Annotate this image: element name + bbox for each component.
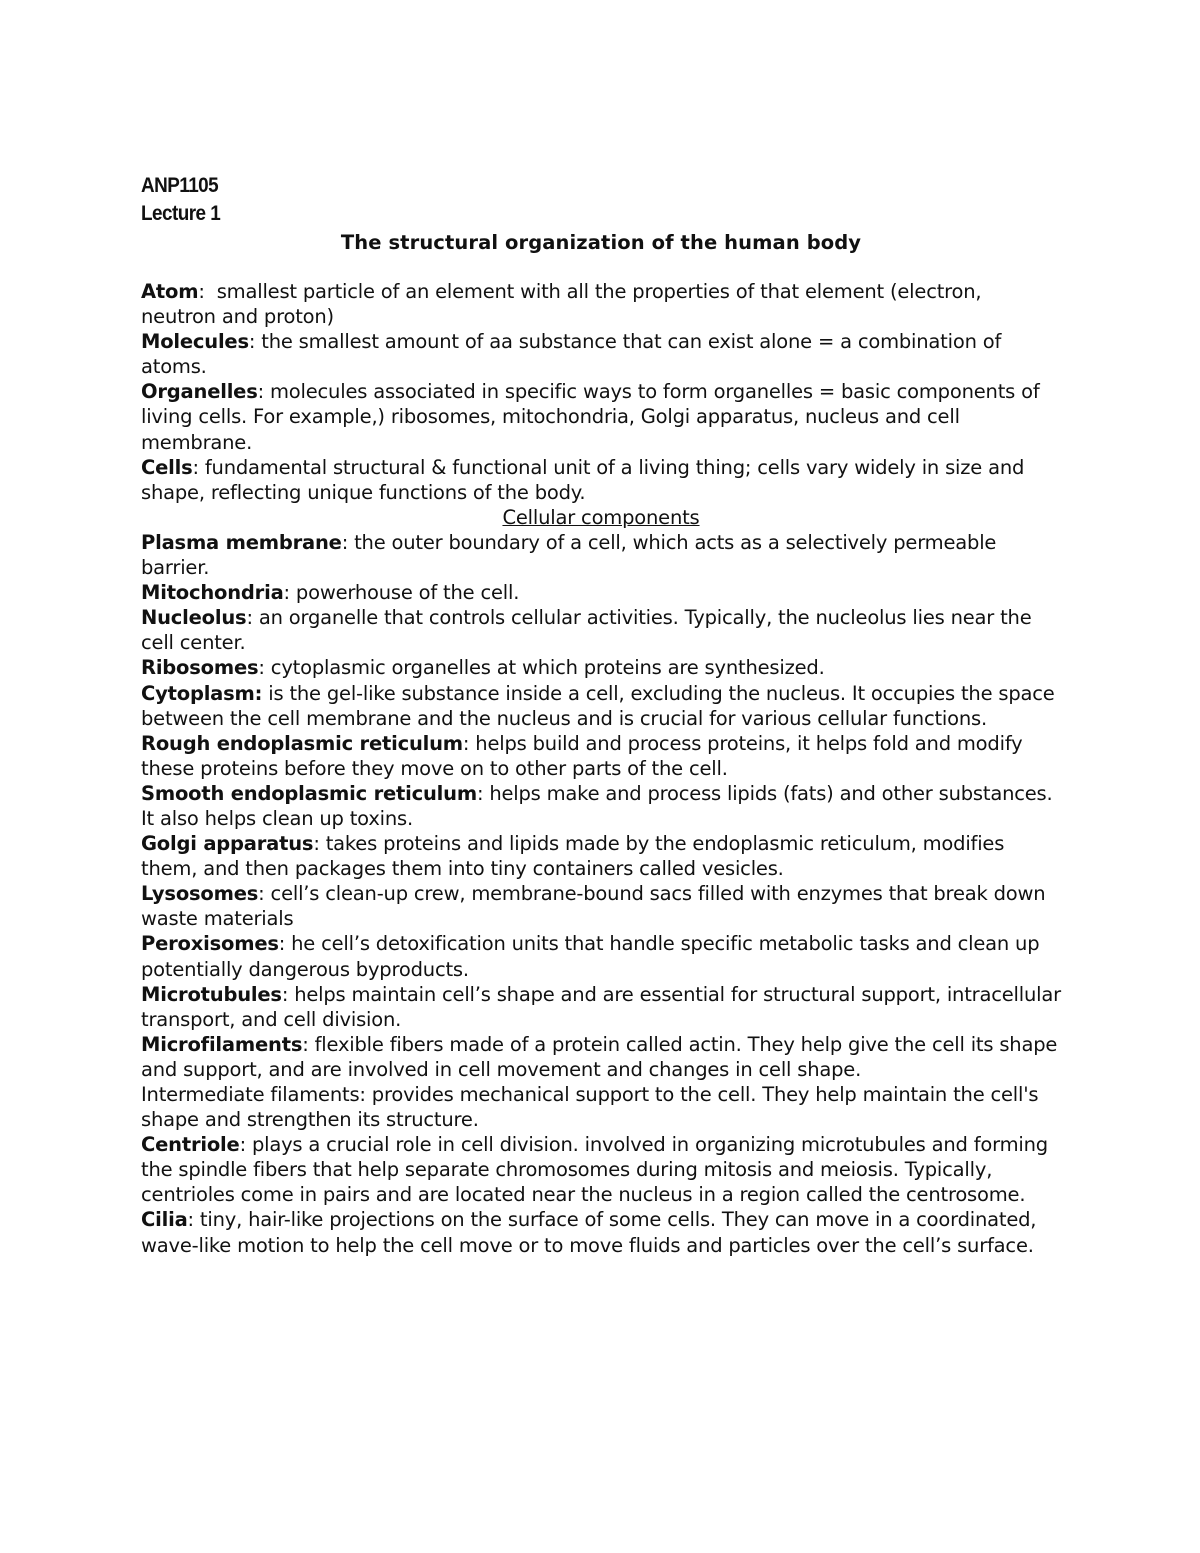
definition-text: the smallest amount of aa substance that can exist alone = a combination of atoms. <box>141 330 1002 379</box>
definition-term: Centriole <box>141 1133 240 1157</box>
definition-text: an organelle that controls cellular activities. Typically, the nucleolus lies near the cell center. <box>141 606 1032 655</box>
definition-separator: : <box>341 530 355 554</box>
definition-term: Atom <box>141 280 199 303</box>
definition-separator: : <box>278 932 292 956</box>
document-body <box>141 279 1061 1258</box>
definition-term: Molecules <box>141 330 249 354</box>
definition-separator: : <box>283 581 296 605</box>
definition-separator: : <box>192 455 205 479</box>
definition-entry <box>141 931 1061 981</box>
component-definitions <box>141 530 1061 1258</box>
definition-separator: : <box>248 330 262 354</box>
definition-entry <box>141 329 1061 379</box>
definition-entry <box>141 731 1061 781</box>
definition-separator: : <box>462 731 476 755</box>
definition-term: Nucleolus <box>141 606 247 630</box>
definition-text: fundamental structural & functional unit of a living thing; cells vary widely in size and shape, reflecting unique functions of the body. <box>141 455 1025 504</box>
definition-text: flexible fibers made of a protein called actin. They help give the cell its shape and support, and are involved in cell movement and changes in cell shape. <box>141 1032 1058 1081</box>
definition-term: Ribosomes <box>141 656 259 680</box>
definition-entry <box>141 781 1061 831</box>
definition-entry <box>141 605 1061 655</box>
definition-term: Peroxisomes <box>141 932 279 956</box>
definition-entry <box>141 1032 1061 1082</box>
definition-entry <box>141 831 1061 881</box>
definition-entry <box>141 580 1061 605</box>
definition-term: Lysosomes <box>141 882 259 906</box>
section-subheading: Cellular components <box>502 505 700 529</box>
definition-term: Cells <box>141 455 193 479</box>
course-code: ANP1105 <box>141 174 219 197</box>
definition-separator: : <box>198 280 217 303</box>
definition-text: smallest particle of an element with all the properties of that element (electron, neutron and proton) <box>141 280 982 329</box>
definition-text: powerhouse of the cell. <box>295 581 520 605</box>
definition-entry <box>141 1132 1061 1207</box>
definition-separator: : <box>246 606 259 630</box>
definition-separator: : <box>239 1133 252 1157</box>
definition-entry <box>141 655 1061 680</box>
definition-entry <box>141 279 1061 329</box>
definition-text: cytoplasmic organelles at which proteins are synthesized. <box>270 656 825 680</box>
definition-entry <box>141 881 1061 931</box>
definition-term: Cytoplasm: <box>141 681 263 705</box>
definition-text: molecules associated in specific ways to form organelles = basic components of living cells. For example,) ribosomes, mitochondria, Golgi apparatus, nucleus and cell membrane. <box>141 380 1040 454</box>
definition-separator: : <box>187 1208 200 1232</box>
definition-separator: : <box>257 380 270 404</box>
definition-entry <box>141 530 1061 580</box>
definition-separator: : <box>281 982 295 1006</box>
page-title: The structural organization of the human body <box>340 231 862 254</box>
definition-text: is the gel-like substance inside a cell, excluding the nucleus. It occupies the space between the cell membrane and the nucleus and is crucial for various cellular functions. <box>141 681 1055 730</box>
definition-term: Rough endoplasmic reticulum <box>141 731 463 755</box>
definition-text: plays a crucial role in cell division. involved in organizing microtubules and forming the spindle fibers that help separate chromosomes during mitosis and meiosis. Typically, centrioles come in pairs and are located near the nucleus in a region called the centrosome. <box>141 1133 1048 1207</box>
definition-term: Mitochondria <box>141 581 284 605</box>
definition-term: Smooth endoplasmic reticulum <box>141 781 477 805</box>
definition-entry <box>141 681 1061 731</box>
intro-definitions <box>141 279 1061 505</box>
definition-separator: : <box>258 882 271 906</box>
definition-entry <box>141 982 1061 1032</box>
definition-text: takes proteins and lipids made by the endoplasmic reticulum, modifies them, and then packages them into tiny containers called vesicles. <box>141 832 1005 881</box>
definition-entry <box>141 455 1061 505</box>
definition-text: cell’s clean-up crew, membrane-bound sacs filled with enzymes that break down waste materials <box>141 882 1046 931</box>
definition-text: tiny, hair-like projections on the surface of some cells. They can move in a coordinated, wave-like motion to help the cell move or to move fluids and particles over the cell’s surface. <box>141 1208 1037 1257</box>
definition-text: he cell’s detoxification units that handle specific metabolic tasks and clean up potentially dangerous byproducts. <box>141 932 1040 981</box>
document-page <box>141 172 1061 1258</box>
definition-separator: : <box>302 1032 315 1056</box>
definition-separator: : <box>476 781 490 805</box>
definition-term: Microtubules <box>141 982 282 1006</box>
definition-term: Organelles <box>141 380 258 404</box>
definition-entry <box>141 379 1061 454</box>
definition-text: helps build and process proteins, it helps fold and modify these proteins before they move on to other parts of the cell. <box>141 731 1023 780</box>
definition-text: Intermediate filaments: provides mechanical support to the cell. They help maintain the cell's shape and strengthen its structure. <box>141 1083 1039 1132</box>
definition-term: Plasma membrane <box>141 530 342 554</box>
definition-entry <box>141 1207 1061 1257</box>
definition-separator: : <box>258 656 271 680</box>
definition-term: Golgi apparatus <box>141 832 314 856</box>
definition-text: the outer boundary of a cell, which acts as a selectively permeable barrier. <box>141 530 997 580</box>
definition-term: Cilia <box>141 1208 188 1232</box>
lecture-label: Lecture 1 <box>141 202 221 225</box>
definition-separator: : <box>313 832 326 856</box>
definition-text: helps make and process lipids (fats) and other substances. It also helps clean up toxins. <box>141 781 1053 830</box>
definition-entry <box>141 1082 1061 1132</box>
definition-text: helps maintain cell’s shape and are essential for structural support, intracellular transport, and cell division. <box>141 982 1061 1031</box>
definition-term: Microfilaments <box>141 1032 303 1056</box>
